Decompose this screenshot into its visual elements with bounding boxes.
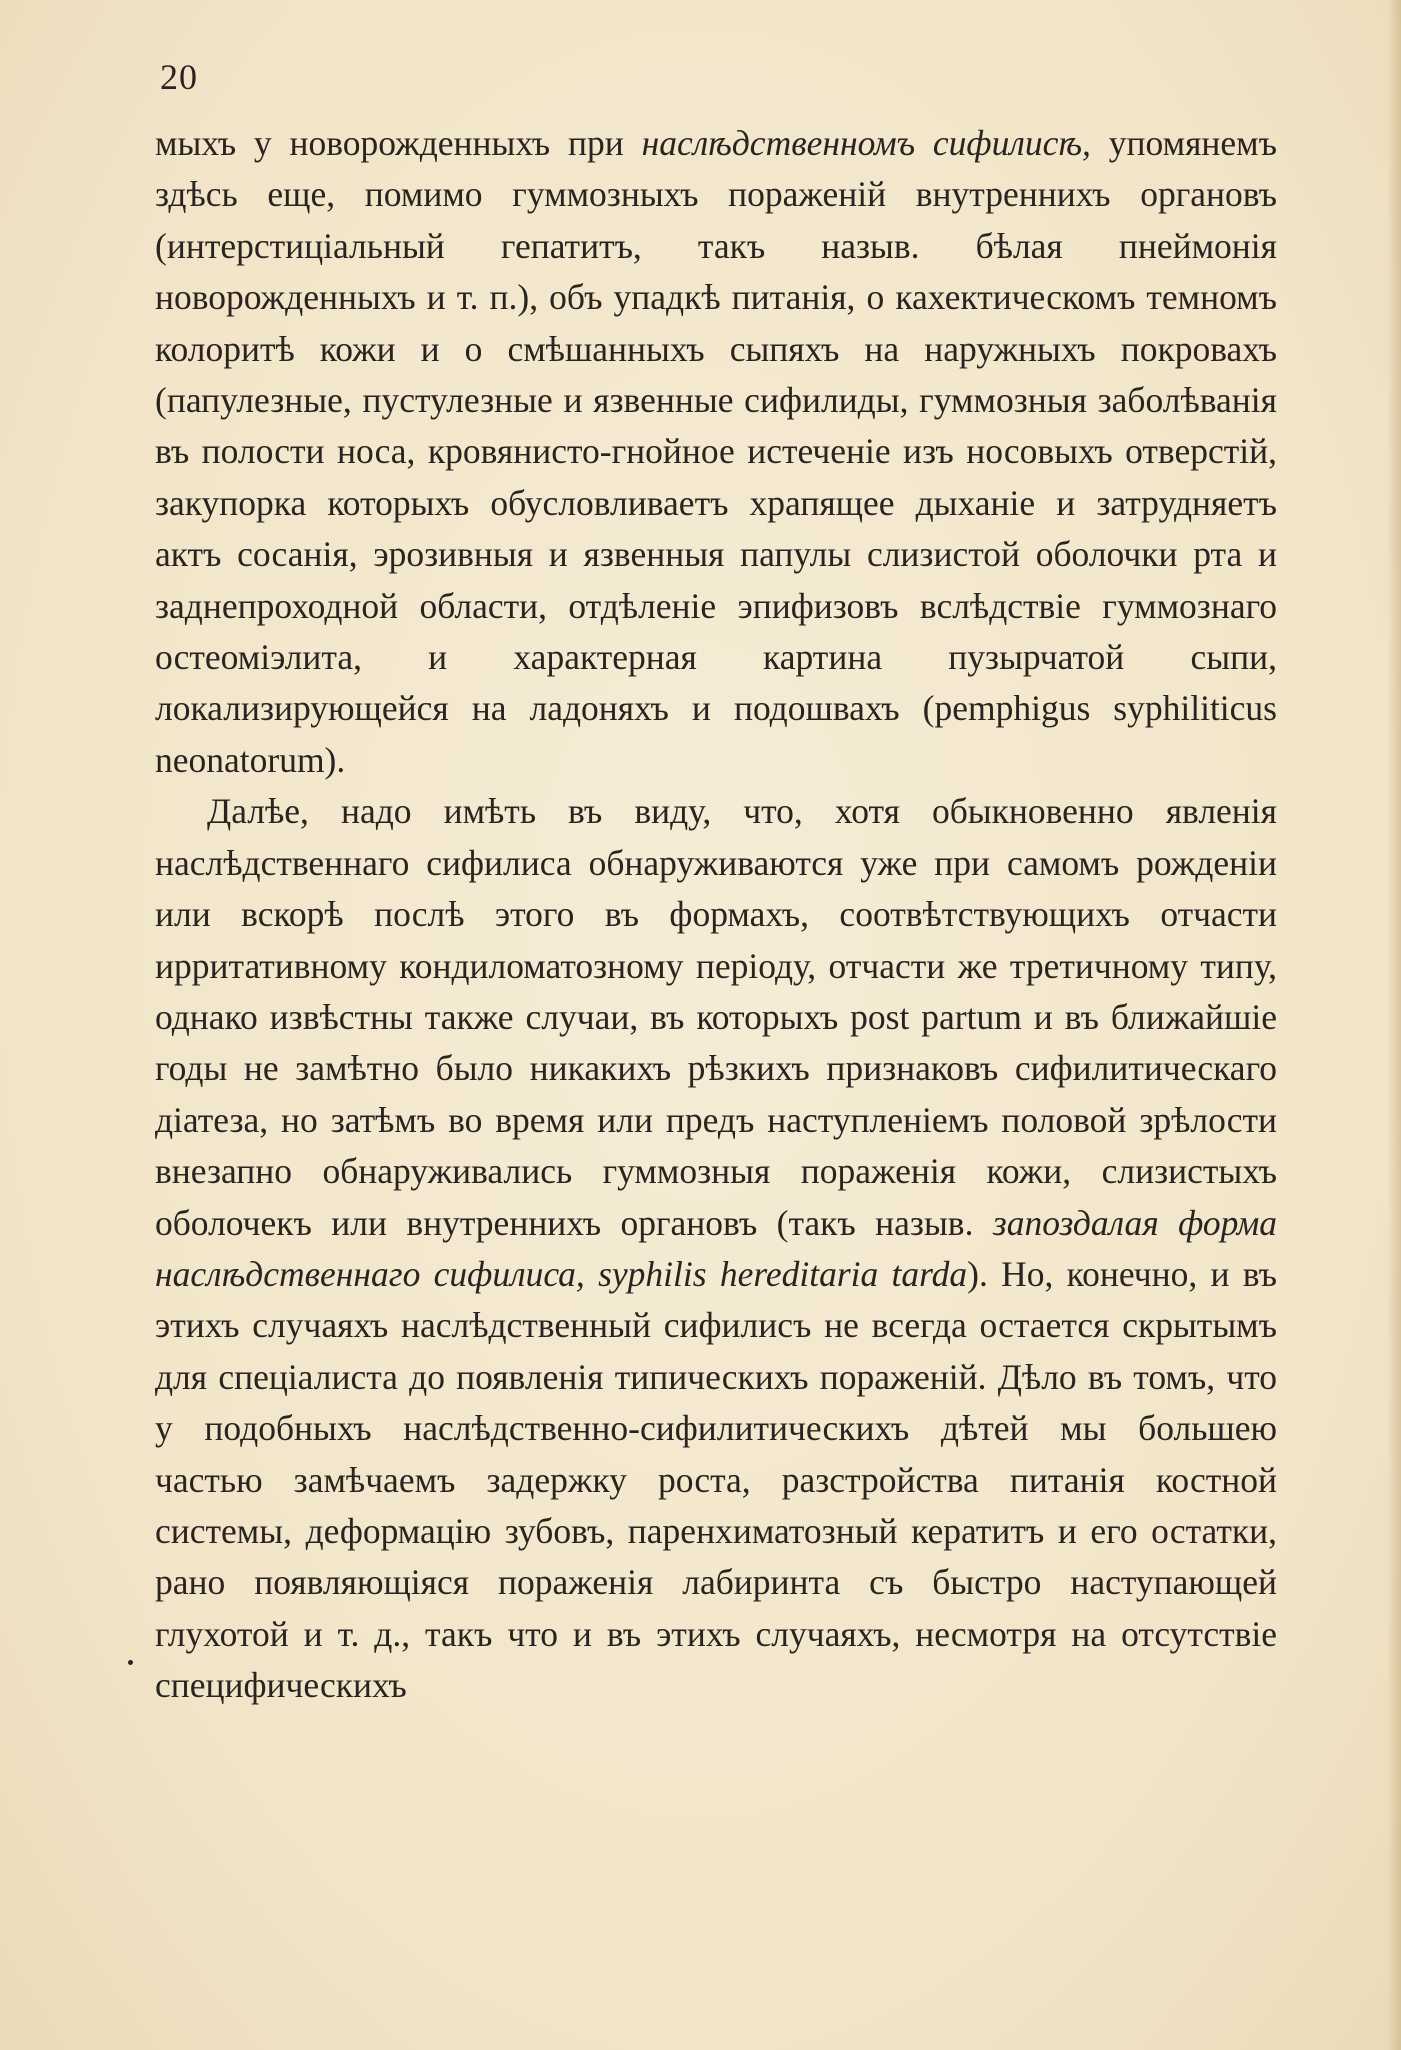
margin-mark (128, 1660, 133, 1665)
paragraph-2 (155, 786, 1277, 1711)
paragraph-1 (155, 118, 1277, 786)
text-run: мыхъ у новорожденныхъ при (155, 123, 642, 163)
text-run: ). Но, конечно, и въ этихъ случаяхъ наслѣдственный сифилисъ не всегда остается скрытымъ для спеціалиста до появленія типическихъ пораженій. Дѣло въ томъ, что у подобныхъ наслѣдственно-сифилитическихъ дѣтей мы большею частью замѣчаемъ задержку роста, разстройства питанія костной системы, деформацію зубовъ, паренхиматозный кератитъ и его остатки, рано появляющіяся пораженія лабиринта съ быстро наступающей глухотой и т. д., такъ что и въ этихъ случаяхъ, несмотря на отсутствіе специфическихъ (155, 1253, 1277, 1706)
italic-run: запоздалая форма наслѣдственнаго сифилиса, syphilis hereditaria tarda (155, 1202, 1277, 1294)
page-edge-shadow (1387, 0, 1401, 2050)
text-run: упомянемъ здѣсь еще, помимо гуммозныхъ пораженій внутреннихъ органовъ (интерстиціальный гепатитъ, такъ назыв. бѣлая пнеймонія новорожденныхъ и т. п.), объ упадкѣ питанія, о кахектическомъ темномъ колоритѣ кожи и о смѣшанныхъ сыпяхъ на наружныхъ покровахъ (папулезные, пустулезные и язвенные сифилиды, гуммозныя заболѣванія въ полости носа, кровянисто-гнойное истеченіе изъ носовыхъ отверстій, закупорка которыхъ обусловливаетъ храпящее дыханіе и затрудняетъ актъ сосанія, эрозивныя и язвенныя папулы слизистой оболочки рта и заднепроходной области, отдѣленіе эпифизовъ вслѣдствіе гуммознаго остеоміэлита, и характерная картина пузырчатой сыпи, локализирующейся на ладоняхъ и подошвахъ (pemphigus syphiliticus neonatorum). (155, 123, 1277, 780)
text-run: Далѣе, надо имѣть въ виду, что, хотя обыкновенно явленія наслѣдственнаго сифилиса обнаруживаются уже при самомъ рожденіи или вскорѣ послѣ этого въ формахъ, соотвѣтствующихъ отчасти ирритативному кондиломатозному періоду, отчасти же третичному типу, однако извѣстны также случаи, въ которыхъ post partum и въ ближайшіе годы не замѣтно было никакихъ рѣзкихъ признаковъ сифилитическаго діатеза, но затѣмъ во время или предъ наступленіемъ половой зрѣлости внезапно обнаруживались гуммозныя пораженія кожи, слизистыхъ оболочекъ или внутреннихъ органовъ (такъ назыв. (155, 791, 1277, 1243)
body-text (155, 118, 1277, 1712)
page-number: 20 (160, 57, 198, 97)
italic-run: наслѣдственномъ сифилисѣ, (641, 123, 1091, 163)
